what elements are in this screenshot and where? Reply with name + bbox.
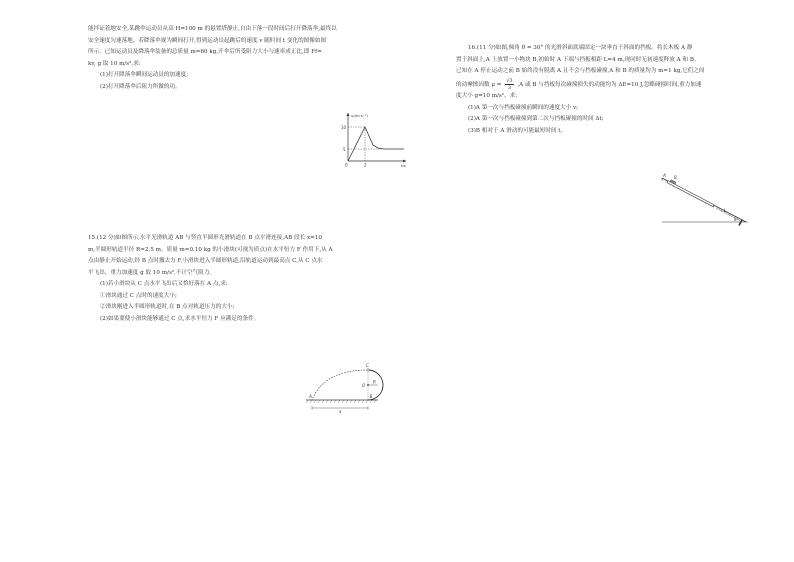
x-tick-label: 2 bbox=[364, 162, 367, 167]
q16-line-friction bbox=[456, 78, 720, 92]
label-R: R bbox=[373, 379, 376, 385]
q14-vt-graph bbox=[338, 109, 410, 167]
question-16-text bbox=[456, 43, 720, 137]
label-B: B bbox=[674, 175, 677, 180]
x-axis-label: t/s bbox=[401, 163, 406, 167]
y-tick-label: 10 bbox=[341, 125, 347, 130]
y-tick-label: 5 bbox=[343, 147, 346, 152]
label-B: B bbox=[369, 394, 373, 399]
label-L: L bbox=[724, 208, 727, 213]
label-C: C bbox=[366, 363, 369, 368]
slider-at-C bbox=[367, 369, 369, 371]
q16-line: 16.(11 分)如图,倾角 θ = 30° 的光滑斜面底端固定一块垂直于斜面的挡板。将长木板 A 静 bbox=[468, 45, 693, 51]
label-theta: θ bbox=[734, 217, 737, 222]
stop-plate bbox=[739, 220, 742, 226]
projectile-path bbox=[312, 370, 368, 400]
q16-subquestion-3: (3)B 相对于 A 滑动的可能最短时间 t。 bbox=[468, 127, 567, 134]
label-A: A bbox=[309, 394, 312, 399]
q16-line: 已知在 A 停止运动之前 B 始终没有脱离 A 且不会与挡板碰撞,A 和 B 的质量均为 m=1 kg,它们之间 bbox=[456, 68, 705, 74]
q15-subquestion-1b: ②滑块刚进入半圆形轨道时,在 B 点对轨道压力的大小; bbox=[100, 304, 235, 310]
y-axis-arrow bbox=[347, 113, 350, 116]
q16-subquestion-2: (2)A 第一次与挡板碰撞到第二次与挡板碰撞的时间 Δt; bbox=[468, 116, 604, 122]
question-15-text bbox=[88, 233, 350, 325]
q16-line4-end: ,A 或 B 与挡板每次碰撞损失的动能均为 ΔE=10 J,忽略碰撞时间,重力加速 bbox=[517, 81, 702, 88]
x-tick-label: 0 bbox=[345, 162, 348, 167]
q16-subquestion-1: (1)A 第一次与挡板碰撞前瞬间的速度大小 v; bbox=[468, 104, 579, 111]
q14-subquestion-2: (2)打开降落伞后阻力所做的功。 bbox=[100, 83, 181, 90]
q15-track-figure bbox=[302, 360, 388, 414]
friction-coefficient-label: μ = bbox=[491, 81, 502, 88]
y-axis-label: v/(m·s⁻¹) bbox=[351, 113, 368, 118]
q15-subquestion-2: (2)如果要使小滑块能够通过 C 点,求水平恒力 F 应满足的条件。 bbox=[100, 315, 260, 322]
friction-coefficient-fraction bbox=[505, 78, 513, 91]
center-point bbox=[367, 384, 369, 386]
q16-line: 置于斜面上,A 上放置一小物块 B,初始时 A 下端与挡板相距 L=4 m,现同时无初速度释放 A 和 B。 bbox=[456, 56, 700, 63]
q15-subquestion-1: (1)若小滑块从 C 点水平飞出后又恰好落在 A 点,求: bbox=[100, 281, 228, 287]
q15-line: m,半圆形轨道半径 R=2.5 m。质量 m=0.10 kg 的小滑块(可视为质点)在水平恒力 F 作用下,从 A bbox=[88, 246, 333, 253]
q15-line: 点由静止开始运动,经 B 点时撤去力 F,小滑块进入半圆形轨道,沿轨道运动到最高点 C,从 C 点水 bbox=[88, 258, 323, 264]
q14-line: 所示。已知运动员及降落伞装备的总质量 m=60 kg,开伞后所受阻力大小与速率成正比,即 Ff= bbox=[88, 49, 322, 55]
q15-line: 15.(12 分)如图所示,水平光滑轨道 AB 与竖直半圆形光滑轨道在 B 点平滑连接,AB 段长 x=10 bbox=[88, 235, 322, 241]
q15-line: 平飞出。重力加速度 g 取 10 m/s²,不计空气阻力。 bbox=[88, 269, 215, 276]
label-O: O bbox=[362, 383, 366, 388]
q16-incline-figure bbox=[654, 170, 754, 228]
q14-line: 能拌证着地安全,某跳伞运动员从高 H=100 m 的悬置塔静止,自由下落一段时间后打开降落伞,最终以 bbox=[88, 26, 337, 32]
velocity-curve bbox=[348, 127, 404, 161]
label-x: x bbox=[339, 409, 342, 414]
fraction-numerator: √3 bbox=[506, 77, 513, 84]
long-board-A bbox=[667, 181, 714, 207]
label-A: A bbox=[663, 173, 666, 178]
q14-subquestion-1: (1)打开降落伞瞬间运动员的加速度; bbox=[100, 72, 189, 78]
q16-line: 度大小 g=10 m/s²。求: bbox=[456, 93, 518, 99]
ground-hatching bbox=[306, 400, 376, 403]
q16-line4-start: 的动摩擦因数 bbox=[456, 81, 490, 88]
fraction-denominator: 3 bbox=[507, 84, 512, 91]
q14-line: kv, g 取 10 m/s²,求: bbox=[88, 60, 141, 67]
q14-line: 安全速度匀速落地。若降落伞视为瞬间打开,得到运动员起跳后的速度 v 随时间 t 变化的图像如图 bbox=[88, 37, 327, 44]
question-14-text bbox=[88, 24, 350, 93]
q15-subquestion-1a: ①滑块通过 C 点时的速度大小; bbox=[100, 292, 177, 299]
